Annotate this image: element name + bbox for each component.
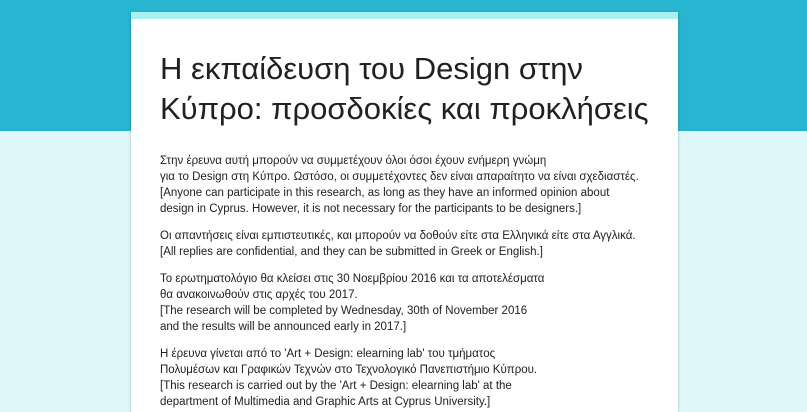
form-title-line-2: Κύπρο: προσδοκίες και προκλήσεις: [160, 91, 649, 126]
form-title: [131, 19, 678, 129]
description-paragraph-confidentiality: [160, 228, 658, 260]
description-line: [The research will be completed by Wednesday, 30th of November 2016: [160, 305, 528, 317]
description-line: Οι απαντήσεις είναι εμπιστευτικές, και μπορούν να δοθούν είτε στα Ελληνικά είτε στα Αγγλικά.: [160, 230, 636, 242]
description-line: για το Design στη Κύπρο. Ωστόσο, οι συμμετέχοντες δεν είναι απαραίτητο να είναι σχεδιαστές.: [160, 171, 639, 183]
card-accent-bar: [131, 12, 678, 19]
description-line: Στην έρευνα αυτή μπορούν να συμμετέχουν όλοι όσοι έχουν ενήμερη γνώμη: [160, 155, 547, 167]
description-line: Η έρευνα γίνεται από το 'Art + Design: elearning lab' του τμήματος: [160, 348, 496, 360]
description-line: θα ανακοινωθούν στις αρχές του 2017.: [160, 289, 358, 301]
description-line: Πολυμέσων και Γραφικών Τεχνών στο Τεχνολογικό Πανεπιστήμιο Κύπρου.: [160, 364, 538, 376]
description-paragraph-participation: [160, 153, 658, 217]
description-line: design in Cyprus. However, it is not necessary for the participants to be designers.]: [160, 203, 582, 215]
description-line: [All replies are confidential, and they can be submitted in Greek or English.]: [160, 246, 543, 258]
form-title-line-1: Η εκπαίδευση του Design στην: [160, 51, 583, 86]
description-line: [This research is carried out by the 'Art + Design: elearning lab' at the: [160, 380, 512, 392]
description-line: Το ερωτηματολόγιο θα κλείσει στις 30 Νοεμβρίου 2016 και τα αποτελέσματα: [160, 273, 545, 285]
description-line: and the results will be announced early in 2017.]: [160, 321, 407, 333]
description-paragraph-organizer: [160, 346, 658, 410]
form-card: [131, 12, 678, 412]
description-paragraph-deadline: [160, 271, 658, 335]
description-line: department of Multimedia and Graphic Arts at Cyprus University.]: [160, 396, 491, 408]
form-description: [131, 129, 678, 410]
description-line: [Anyone can participate in this research, as long as they have an informed opinion about: [160, 187, 610, 199]
